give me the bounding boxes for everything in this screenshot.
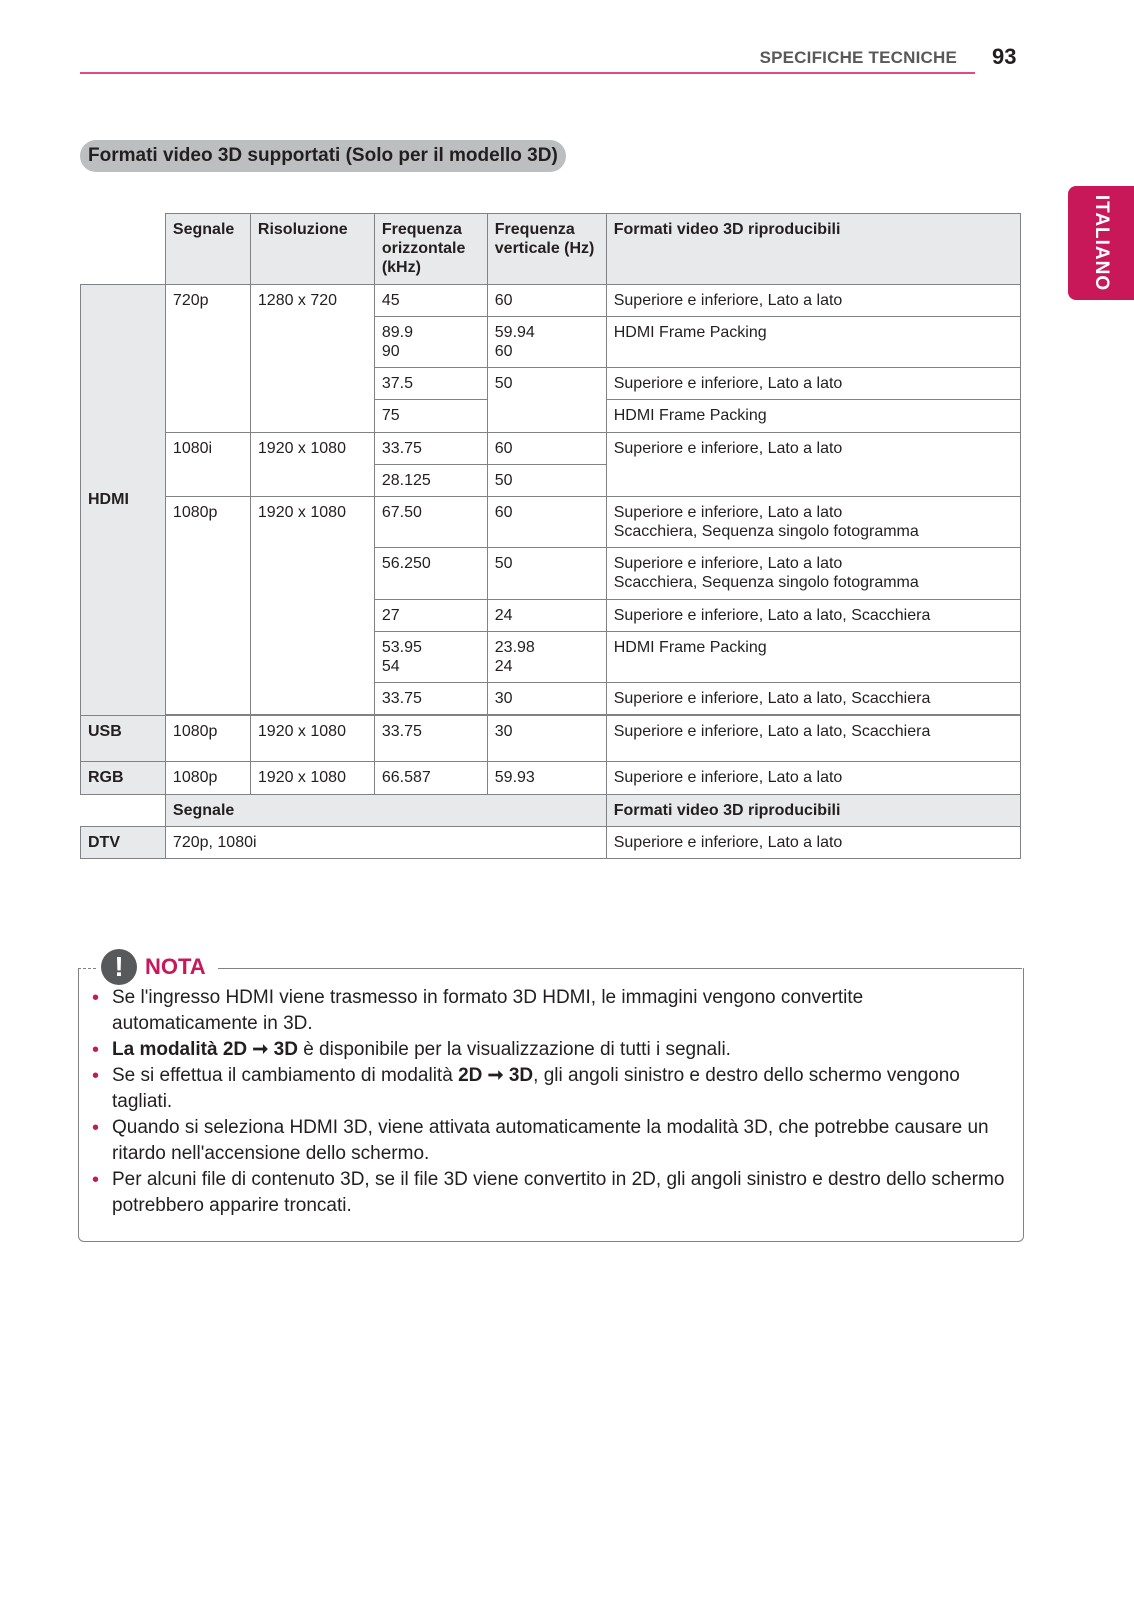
cell-formats: HDMI Frame Packing [606, 631, 1020, 682]
cell-formats: HDMI Frame Packing [606, 400, 1020, 432]
note-bold: 2D [458, 1065, 488, 1086]
cell-h-freq: 53.95 54 [374, 631, 487, 682]
cell-signal: 1080p [165, 716, 250, 762]
dtv-header-formats: Formati video 3D riproducibili [606, 794, 1020, 826]
note-text: Per alcuni file di contenuto 3D, se il file 3D viene convertito in 2D, gli angoli sinistro e destro dello schermo potrebbero apparire troncati. [112, 1169, 1005, 1216]
cell-resolution: 1920 x 1080 [250, 432, 374, 496]
cell-formats: Superiore e inferiore, Lato a lato [606, 762, 1020, 794]
cell-v-freq: 60 [487, 496, 606, 547]
table-row [81, 284, 1021, 316]
arrow-icon: ➞ [487, 1065, 504, 1086]
cell-h-freq: 27 [374, 599, 487, 631]
cell-h-freq: 28.125 [374, 464, 487, 496]
note-text: , gli angoli sinistro e destro dello schermo vengono tagliati. [112, 1065, 960, 1112]
language-tab [1068, 186, 1134, 300]
spec-table [80, 213, 1021, 859]
cell-v-freq: 59.93 [487, 762, 606, 794]
note-item [90, 1037, 1010, 1063]
cell-v-freq: 24 [487, 599, 606, 631]
cell-formats: Superiore e inferiore, Lato a lato, Scacchiera [606, 683, 1020, 715]
cell-h-freq: 56.250 [374, 548, 487, 599]
cell-resolution: 1920 x 1080 [250, 496, 374, 715]
language-tab-label: ITALIANO [1091, 194, 1112, 292]
cell-formats: Superiore e inferiore, Lato a lato [606, 432, 1020, 496]
cell-v-freq: 50 [487, 368, 606, 432]
cell-formats: HDMI Frame Packing [606, 316, 1020, 367]
note-bold: 3D [268, 1039, 298, 1060]
group-rgb: RGB [81, 762, 166, 794]
running-header-title: SPECIFICHE TECNICHE [759, 48, 957, 67]
cell-formats: Superiore e inferiore, Lato a lato Scacchiera, Sequenza singolo fotogramma [606, 548, 1020, 599]
dtv-header-row [81, 794, 1021, 826]
cell-h-freq: 33.75 [374, 683, 487, 715]
note-text: Se l'ingresso HDMI viene trasmesso in formato 3D HDMI, le immagini vengono convertite automaticamente in 3D. [112, 987, 864, 1034]
exclamation-icon: ! [101, 949, 137, 985]
cell-h-freq: 66.587 [374, 762, 487, 794]
cell-h-freq: 75 [374, 400, 487, 432]
group-usb: USB [81, 716, 166, 762]
table-corner [81, 214, 166, 285]
table-row [81, 826, 1021, 858]
note-item [90, 1167, 1010, 1219]
table-row [81, 496, 1021, 547]
cell-h-freq: 67.50 [374, 496, 487, 547]
note-item [90, 985, 1010, 1037]
cell-v-freq: 60 [487, 284, 606, 316]
note-text: Se si effettua il cambiamento di modalità [112, 1065, 459, 1086]
note-text: Quando si seleziona HDMI 3D, viene attivata automaticamente la modalità 3D, che potrebbe causare un ritardo nell'accensione dello schermo. [112, 1117, 989, 1164]
cell-signal: 1080i [165, 432, 250, 496]
cell-formats: Superiore e inferiore, Lato a lato Scacchiera, Sequenza singolo fotogramma [606, 496, 1020, 547]
note-item [90, 1115, 1010, 1167]
cell-signal: 720p, 1080i [165, 826, 606, 858]
section-title: Formati video 3D supportati (Solo per il modello 3D) [80, 140, 566, 172]
header-v-freq: Frequenza verticale (Hz) [487, 214, 606, 285]
cell-h-freq: 37.5 [374, 368, 487, 400]
cell-v-freq: 23.98 24 [487, 631, 606, 682]
cell-resolution: 1920 x 1080 [250, 762, 374, 794]
cell-signal: 720p [165, 284, 250, 432]
cell-h-freq: 33.75 [374, 432, 487, 464]
cell-h-freq: 89.9 90 [374, 316, 487, 367]
page-number: 93 [992, 44, 1017, 69]
cell-v-freq: 30 [487, 683, 606, 715]
cell-formats: Superiore e inferiore, Lato a lato [606, 368, 1020, 400]
table-row [81, 716, 1021, 762]
note-title: NOTA [145, 954, 206, 979]
cell-h-freq: 45 [374, 284, 487, 316]
header-h-freq: Frequenza orizzontale (kHz) [374, 214, 487, 285]
note-list [90, 985, 1010, 1219]
cell-formats: Superiore e inferiore, Lato a lato [606, 284, 1020, 316]
dtv-corner [81, 794, 166, 826]
table-row [81, 432, 1021, 464]
dtv-header-signal: Segnale [165, 794, 606, 826]
cell-v-freq: 50 [487, 548, 606, 599]
note-text: è disponibile per la visualizzazione di tutti i segnali. [297, 1039, 731, 1060]
header-signal: Segnale [165, 214, 250, 285]
arrow-icon: ➞ [252, 1039, 269, 1060]
group-dtv: DTV [81, 826, 166, 858]
cell-signal: 1080p [165, 762, 250, 794]
table-row [81, 762, 1021, 794]
cell-v-freq: 30 [487, 716, 606, 762]
header-formats: Formati video 3D riproducibili [606, 214, 1020, 285]
cell-v-freq: 60 [487, 432, 606, 464]
header-resolution: Risoluzione [250, 214, 374, 285]
cell-formats: Superiore e inferiore, Lato a lato, Scacchiera [606, 716, 1020, 762]
cell-v-freq: 59.94 60 [487, 316, 606, 367]
note-bold: La modalità 2D [112, 1039, 253, 1060]
cell-h-freq: 33.75 [374, 716, 487, 762]
cell-formats: Superiore e inferiore, Lato a lato, Scacchiera [606, 599, 1020, 631]
note-bold: 3D [503, 1065, 534, 1086]
cell-resolution: 1920 x 1080 [250, 716, 374, 762]
header-divider [80, 72, 975, 74]
group-hdmi: HDMI [81, 284, 166, 716]
table-header-row [81, 214, 1021, 285]
cell-formats: Superiore e inferiore, Lato a lato [606, 826, 1020, 858]
cell-signal: 1080p [165, 496, 250, 715]
cell-v-freq: 50 [487, 464, 606, 496]
note-item [90, 1063, 1010, 1115]
cell-resolution: 1280 x 720 [250, 284, 374, 432]
